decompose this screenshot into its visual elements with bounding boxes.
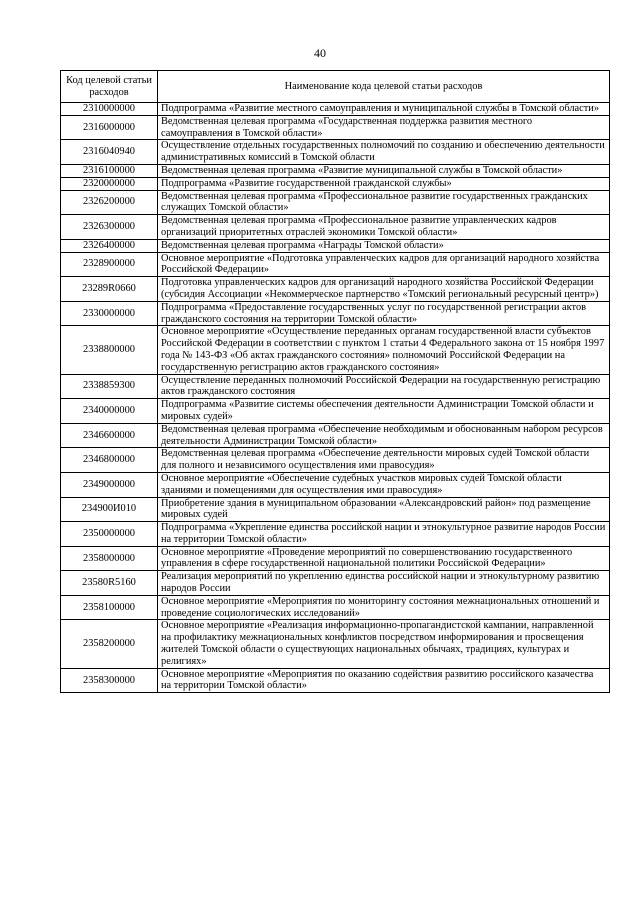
- row-name: Подпрограмма «Развитие государственной гражданской службы»: [158, 177, 610, 190]
- row-code: 2358100000: [61, 595, 158, 620]
- table-body: [61, 103, 610, 693]
- table-row: [61, 620, 610, 668]
- table-row: [61, 448, 610, 473]
- row-name: Подпрограмма «Развитие системы обеспечения деятельности Администрации Томской области и мировых судей»: [158, 399, 610, 424]
- table-row: [61, 301, 610, 326]
- row-code: 2326400000: [61, 239, 158, 252]
- table-row: [61, 546, 610, 571]
- row-code: 2326200000: [61, 190, 158, 215]
- table-row: [61, 497, 610, 522]
- row-name: Ведомственная целевая программа «Профессиональное развитие государственных гражданских служащих Томской области»: [158, 190, 610, 215]
- row-code: 23289R0660: [61, 277, 158, 302]
- table-row: [61, 103, 610, 116]
- budget-code-table: [60, 70, 610, 693]
- row-name: Ведомственная целевая программа «Обеспечение деятельности мировых судей Томской области для полного и независимого осуществления ими правосудия»: [158, 448, 610, 473]
- row-name: Основное мероприятие «Подготовка управленческих кадров для организаций народного хозяйства Российской Федерации»: [158, 252, 610, 277]
- row-name: Основное мероприятие «Реализация информационно-пропагандистской кампании, направленной на профилактику межнациональных конфликтов посредством информирования и просвещения жителей Томской области о существующих национальных обычаях, традициях, культурах и религиях»: [158, 620, 610, 668]
- row-name: Ведомственная целевая программа «Обеспечение необходимым и обоснованным набором ресурсов деятельности Администрации Томской области»: [158, 423, 610, 448]
- row-name: Основное мероприятие «Проведение мероприятий по совершенствованию государственного управления в сфере государственной национальной политики Российской Федерации»: [158, 546, 610, 571]
- row-code: 2346600000: [61, 423, 158, 448]
- table-row: [61, 277, 610, 302]
- header-code: Код целевой статьи расходов: [61, 71, 158, 103]
- row-code: 2310000000: [61, 103, 158, 116]
- table-row: [61, 190, 610, 215]
- table-row: [61, 595, 610, 620]
- row-code: 2320000000: [61, 177, 158, 190]
- page-number: 40: [314, 46, 326, 60]
- table-row: [61, 472, 610, 497]
- row-name: Подпрограмма «Предоставление государственных услуг по государственной регистрации актов гражданского состояния на территории Томской области»: [158, 301, 610, 326]
- table-row: [61, 140, 610, 165]
- table-row: [61, 215, 610, 240]
- table-row: [61, 522, 610, 547]
- row-name: Основное мероприятие «Мероприятия по мониторингу состояния межнациональных отношений и проведение социологических исследований»: [158, 595, 610, 620]
- row-code: 2338800000: [61, 326, 158, 374]
- table-row: [61, 115, 610, 140]
- row-name: Осуществление переданных полномочий Российской Федерации на государственную регистрацию актов гражданского состояния: [158, 374, 610, 399]
- row-code: 2340000000: [61, 399, 158, 424]
- row-code: 2346800000: [61, 448, 158, 473]
- row-name: Ведомственная целевая программа «Развитие муниципальной службы в Томской области»: [158, 164, 610, 177]
- table-row: [61, 239, 610, 252]
- table-row: [61, 252, 610, 277]
- row-code: 2328900000: [61, 252, 158, 277]
- table-row: [61, 164, 610, 177]
- row-code: 2350000000: [61, 522, 158, 547]
- row-code: 2358300000: [61, 668, 158, 693]
- row-name: Основное мероприятие «Осуществление переданных органам государственной власти субъектов Российской Федерации в соответствии с пунктом 1 статьи 4 Федерального закона от 15 ноября 1997 года № 143-ФЗ «Об актах гражданского состояния» полномочий Российской Федерации на государственную регистрацию актов гражданского состояния»: [158, 326, 610, 374]
- table-row: [61, 399, 610, 424]
- table-row: [61, 177, 610, 190]
- row-name: Ведомственная целевая программа «Государственная поддержка развития местного самоуправления в Томской области»: [158, 115, 610, 140]
- row-name: Ведомственная целевая программа «Профессиональное развитие управленческих кадров организаций приоритетных отраслей экономики Томской области»: [158, 215, 610, 240]
- row-name: Реализация мероприятий по укреплению единства российской нации и этнокультурному развитию народов России: [158, 571, 610, 596]
- table-row: [61, 326, 610, 374]
- row-code: 2330000000: [61, 301, 158, 326]
- row-code: 2349000000: [61, 472, 158, 497]
- row-code: 2316100000: [61, 164, 158, 177]
- table-row: [61, 571, 610, 596]
- row-code: 2358200000: [61, 620, 158, 668]
- table-row: [61, 668, 610, 693]
- row-code: 2316000000: [61, 115, 158, 140]
- row-code: 234900И010: [61, 497, 158, 522]
- table-row: [61, 423, 610, 448]
- row-name: Подпрограмма «Развитие местного самоуправления и муниципальной службы в Томской области»: [158, 103, 610, 116]
- row-name: Основное мероприятие «Обеспечение судебных участков мировых судей Томской области зданиями и помещениями для осуществления ими правосудия»: [158, 472, 610, 497]
- row-name: Подготовка управленческих кадров для организаций народного хозяйства Российской Федерации (субсидия Ассоциации «Некоммерческое партнерство «Томский региональный ресурсный центр»): [158, 277, 610, 302]
- row-code: 2338859300: [61, 374, 158, 399]
- row-name: Подпрограмма «Укрепление единства российской нации и этнокультурное развитие народов России на территории Томской области»: [158, 522, 610, 547]
- row-code: 2316040940: [61, 140, 158, 165]
- table-row: [61, 374, 610, 399]
- row-code: 2326300000: [61, 215, 158, 240]
- row-code: 23580R5160: [61, 571, 158, 596]
- row-name: Приобретение здания в муниципальном образовании «Александровский район» под размещение мировых судей: [158, 497, 610, 522]
- row-name: Осуществление отдельных государственных полномочий по созданию и обеспечению деятельности административных комиссий в Томской области: [158, 140, 610, 165]
- header-name: Наименование кода целевой статьи расходов: [158, 71, 610, 103]
- table-header-row: [61, 71, 610, 103]
- row-name: Основное мероприятие «Мероприятия по оказанию содействия развитию российского казачества на территории Томской области»: [158, 668, 610, 693]
- row-code: 2358000000: [61, 546, 158, 571]
- row-name: Ведомственная целевая программа «Награды Томской области»: [158, 239, 610, 252]
